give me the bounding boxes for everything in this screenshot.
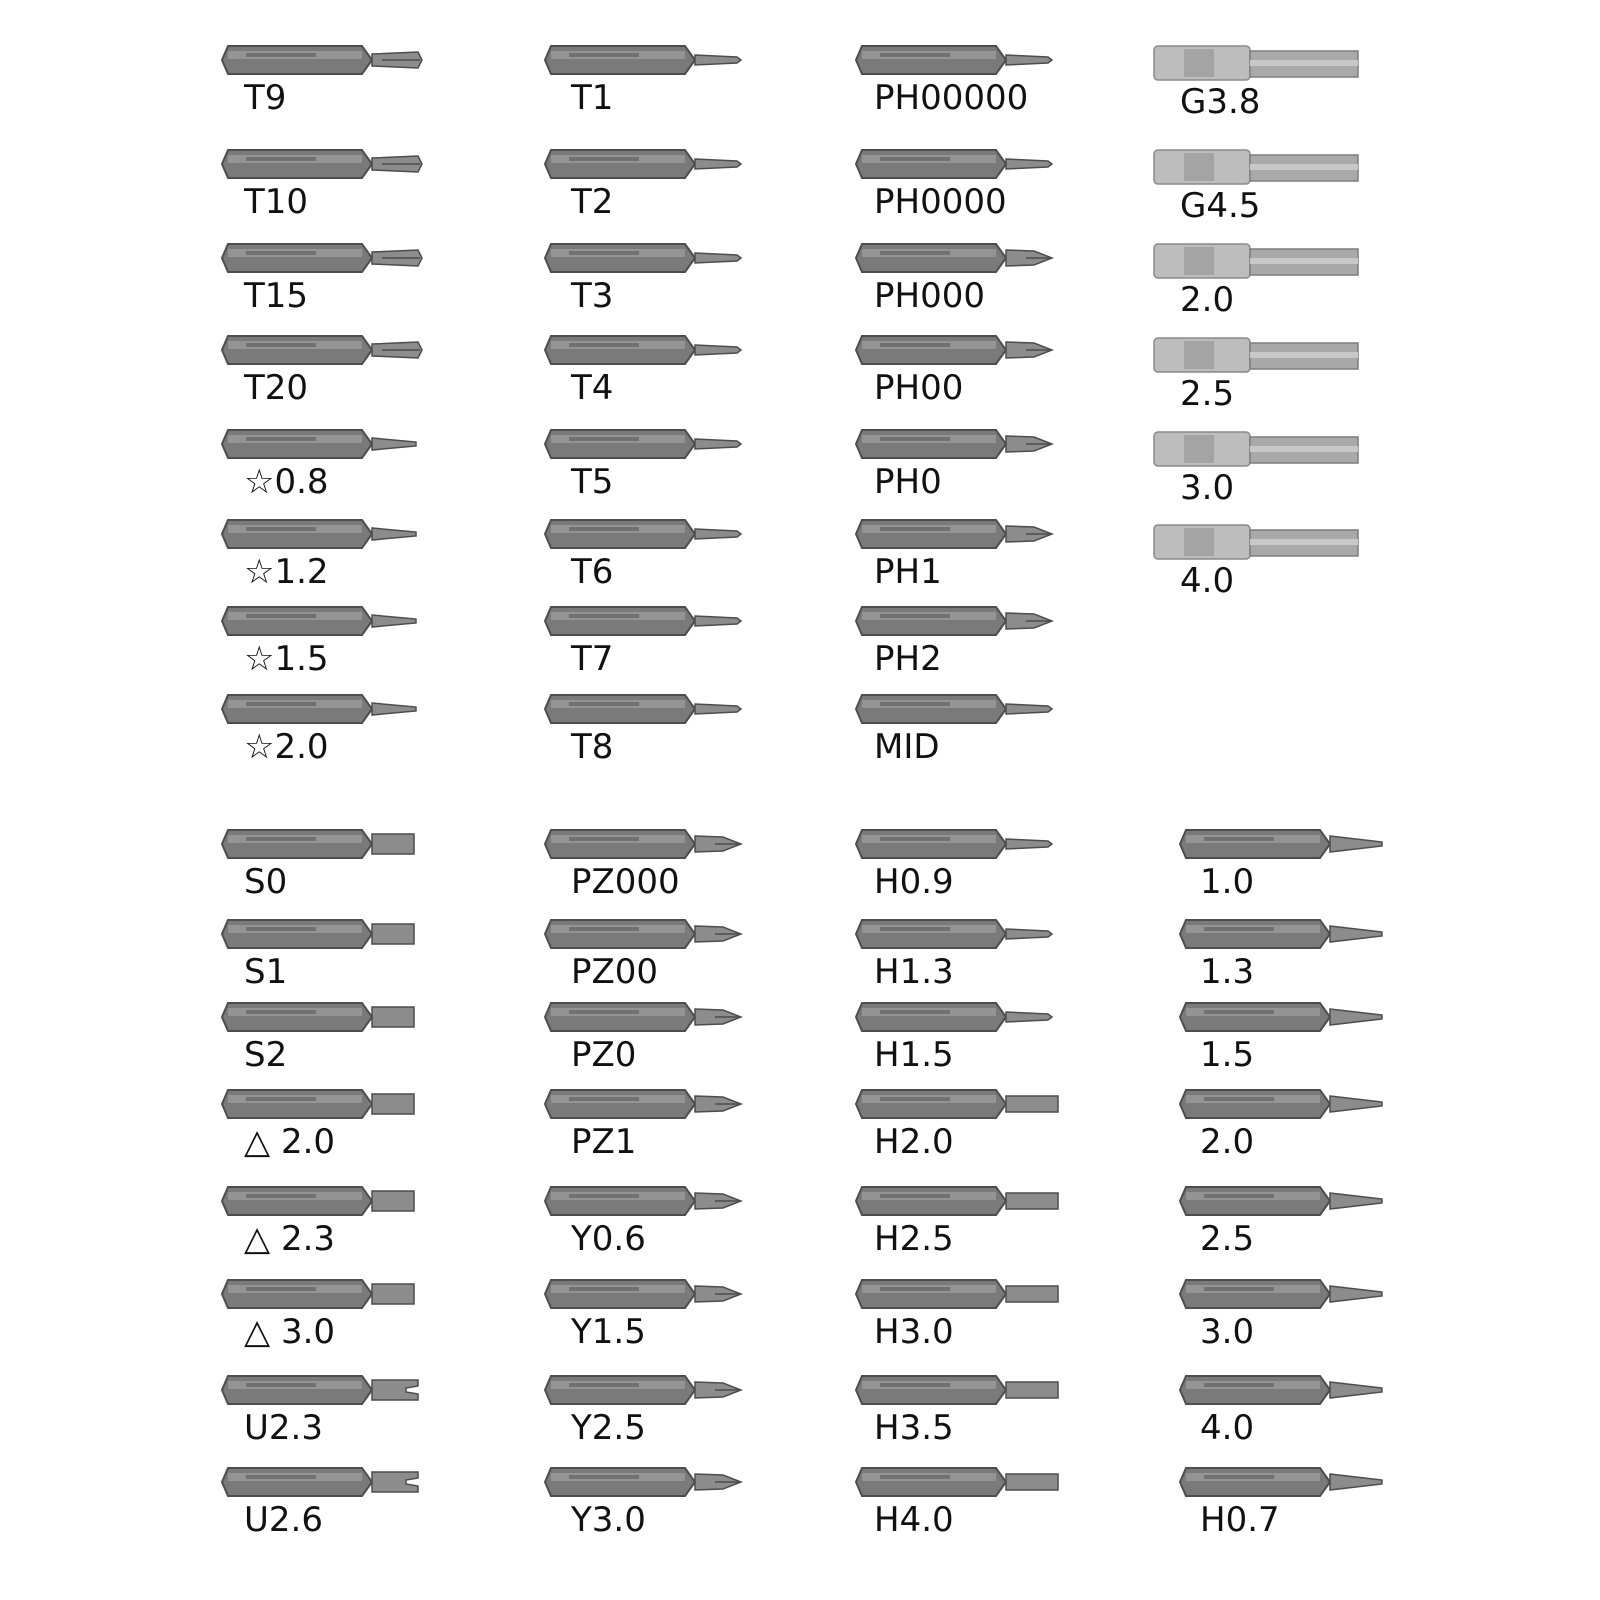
bit-bottom-c4-r8-image	[1180, 1468, 1390, 1504]
bit-top-c1-r5-shape	[222, 430, 416, 458]
bit-top-c1-r1-image	[222, 46, 432, 82]
bit-bottom-c3-r8-shape	[856, 1468, 1058, 1496]
bit-bottom-c2-r4	[545, 1090, 765, 1170]
bit-bottom-c2-r2-shape	[545, 920, 741, 948]
bit-top-c1-r2	[222, 150, 442, 230]
bit-top-c1-r7-shape	[222, 607, 416, 635]
bit-top-c4-r6	[1154, 525, 1374, 605]
bit-bottom-c3-r1-image	[856, 830, 1066, 866]
bit-label: H1.3	[874, 952, 954, 992]
bit-top-c2-r2	[545, 150, 765, 230]
bit-bottom-c2-r5-shape	[545, 1187, 741, 1215]
bit-bottom-c1-r8-image	[222, 1468, 432, 1504]
bit-bottom-c2-r6	[545, 1280, 765, 1360]
bit-label: ☆1.2	[244, 552, 329, 592]
bit-bottom-c2-r1-image	[545, 830, 755, 866]
bit-top-c1-r8-shape	[222, 695, 416, 723]
bit-top-c1-r5	[222, 430, 442, 510]
bit-bottom-c3-r5-shape	[856, 1187, 1058, 1215]
bit-label: 3.0	[1180, 468, 1235, 508]
bit-bottom-c4-r3-image	[1180, 1003, 1390, 1039]
bit-bottom-c2-r8-image	[545, 1468, 755, 1504]
bit-top-c1-r5-image	[222, 430, 432, 466]
bit-label: PZ000	[571, 862, 680, 902]
bit-top-c1-r4-image	[222, 336, 432, 372]
bit-top-c4-r5-image	[1154, 432, 1364, 468]
bit-label: H2.5	[874, 1219, 954, 1259]
bit-bottom-c1-r7-shape	[222, 1376, 418, 1404]
bit-label: T15	[244, 276, 309, 316]
bit-bottom-c1-r1	[222, 830, 442, 910]
bit-bottom-c3-r6-shape	[856, 1280, 1058, 1308]
bit-label: PH00000	[874, 78, 1029, 118]
bit-bottom-c3-r7	[856, 1376, 1076, 1456]
bit-bottom-c2-r4-image	[545, 1090, 755, 1126]
bit-bottom-c2-r8	[545, 1468, 765, 1548]
bit-label: T6	[571, 552, 614, 592]
bit-top-c2-r8-image	[545, 695, 755, 731]
bit-label: PH1	[874, 552, 942, 592]
bit-label: S1	[244, 952, 288, 992]
bit-top-c3-r1	[856, 46, 1076, 126]
bit-label: ☆2.0	[244, 727, 329, 767]
bit-bottom-c4-r6-shape	[1180, 1280, 1382, 1308]
bit-bottom-c3-r4-image	[856, 1090, 1066, 1126]
bit-label: 2.5	[1200, 1219, 1255, 1259]
bit-top-c1-r6-image	[222, 520, 432, 556]
bit-top-c4-r4-image	[1154, 338, 1364, 374]
bit-bottom-c4-r1-shape	[1180, 830, 1382, 858]
bit-label: U2.6	[244, 1500, 323, 1540]
bit-label: PH000	[874, 276, 985, 316]
bit-label: PZ00	[571, 952, 659, 992]
bit-top-c3-r3-image	[856, 244, 1066, 280]
bit-top-c2-r7-shape	[545, 607, 741, 635]
bit-bottom-c3-r4	[856, 1090, 1076, 1170]
bit-label: S2	[244, 1035, 288, 1075]
bit-bottom-c2-r3	[545, 1003, 765, 1083]
bit-top-c4-r6-image	[1154, 525, 1364, 561]
bit-bottom-c3-r1-shape	[856, 830, 1052, 858]
bit-top-c3-r3	[856, 244, 1076, 324]
bit-top-c2-r5-shape	[545, 430, 741, 458]
bit-top-c3-r7-shape	[856, 607, 1052, 635]
bit-label: 3.0	[1200, 1312, 1255, 1352]
bit-bottom-c4-r7	[1180, 1376, 1400, 1456]
bit-bottom-c3-r2-image	[856, 920, 1066, 956]
bit-top-c4-r3-image	[1154, 244, 1364, 280]
bit-label: H0.7	[1200, 1500, 1280, 1540]
bit-bottom-c4-r2	[1180, 920, 1400, 1000]
bit-top-c1-r1-shape	[222, 46, 422, 74]
bit-label: PZ1	[571, 1122, 637, 1162]
bit-label: H1.5	[874, 1035, 954, 1075]
bit-bottom-c3-r3	[856, 1003, 1076, 1083]
bit-top-c4-r2-shape	[1154, 150, 1358, 184]
bit-bottom-c2-r1	[545, 830, 765, 910]
bit-top-c2-r4-shape	[545, 336, 741, 364]
bit-top-c1-r7	[222, 607, 442, 687]
bit-bottom-c1-r7	[222, 1376, 442, 1456]
bit-bottom-c1-r6-shape	[222, 1280, 414, 1308]
bit-bottom-c1-r5	[222, 1187, 442, 1267]
bit-top-c2-r8	[545, 695, 765, 775]
bit-bottom-c1-r4-shape	[222, 1090, 414, 1118]
bit-label: H2.0	[874, 1122, 954, 1162]
bit-top-c1-r6-shape	[222, 520, 416, 548]
bit-top-c2-r7	[545, 607, 765, 687]
bit-top-c1-r3	[222, 244, 442, 324]
bit-top-c4-r2-image	[1154, 150, 1364, 186]
bit-label: ☆1.5	[244, 639, 329, 679]
bit-label: 1.0	[1200, 862, 1255, 902]
bit-bottom-c2-r5	[545, 1187, 765, 1267]
bit-bottom-c4-r5	[1180, 1187, 1400, 1267]
bit-top-c1-r2-image	[222, 150, 432, 186]
bit-top-c4-r5-shape	[1154, 432, 1358, 466]
bit-top-c1-r7-image	[222, 607, 432, 643]
bit-top-c3-r6	[856, 520, 1076, 600]
bit-top-c2-r2-image	[545, 150, 755, 186]
bit-label: PZ0	[571, 1035, 637, 1075]
bit-bottom-c4-r8-shape	[1180, 1468, 1382, 1496]
bit-top-c2-r3	[545, 244, 765, 324]
bit-label: PH0000	[874, 182, 1007, 222]
bit-label: H4.0	[874, 1500, 954, 1540]
bit-bottom-c4-r3-shape	[1180, 1003, 1382, 1031]
bit-label: G3.8	[1180, 82, 1261, 122]
bit-bottom-c3-r3-image	[856, 1003, 1066, 1039]
bit-label: Y0.6	[571, 1219, 646, 1259]
bit-bottom-c2-r7-shape	[545, 1376, 741, 1404]
bit-bottom-c3-r5-image	[856, 1187, 1066, 1223]
bit-top-c3-r8-image	[856, 695, 1066, 731]
bit-top-c1-r4-shape	[222, 336, 422, 364]
bit-bottom-c1-r3-shape	[222, 1003, 414, 1031]
bit-top-c4-r2	[1154, 150, 1374, 230]
bit-label: PH2	[874, 639, 942, 679]
bit-bottom-c3-r3-shape	[856, 1003, 1052, 1031]
bit-bottom-c1-r3	[222, 1003, 442, 1083]
bit-bottom-c3-r2-shape	[856, 920, 1052, 948]
bit-bottom-c3-r6	[856, 1280, 1076, 1360]
bit-bottom-c1-r4	[222, 1090, 442, 1170]
bit-label: T1	[571, 78, 614, 118]
bit-top-c1-r4	[222, 336, 442, 416]
bit-top-c2-r5-image	[545, 430, 755, 466]
bit-label: H3.0	[874, 1312, 954, 1352]
bit-top-c3-r4-image	[856, 336, 1066, 372]
bit-top-c2-r6-shape	[545, 520, 741, 548]
bit-bottom-c3-r5	[856, 1187, 1076, 1267]
bit-bottom-c2-r7	[545, 1376, 765, 1456]
bit-bottom-c1-r4-image	[222, 1090, 432, 1126]
bit-top-c3-r5-shape	[856, 430, 1052, 458]
bit-label: 2.0	[1180, 280, 1235, 320]
bit-bottom-c1-r8-shape	[222, 1468, 418, 1496]
bit-bottom-c1-r5-shape	[222, 1187, 414, 1215]
bit-label: H3.5	[874, 1408, 954, 1448]
bit-bottom-c2-r3-shape	[545, 1003, 741, 1031]
bit-bottom-c1-r6-image	[222, 1280, 432, 1316]
bit-top-c3-r5-image	[856, 430, 1066, 466]
bit-label: 4.0	[1200, 1408, 1255, 1448]
bit-top-c2-r5	[545, 430, 765, 510]
bit-label: T20	[244, 368, 309, 408]
bit-label: 1.3	[1200, 952, 1255, 992]
bit-top-c3-r6-image	[856, 520, 1066, 556]
bit-top-c3-r2-shape	[856, 150, 1052, 178]
bit-top-c3-r4-shape	[856, 336, 1052, 364]
bit-top-c2-r3-image	[545, 244, 755, 280]
bit-bottom-c4-r7-image	[1180, 1376, 1390, 1412]
bit-bottom-c2-r6-image	[545, 1280, 755, 1316]
bit-bottom-c2-r3-image	[545, 1003, 755, 1039]
bit-top-c2-r6	[545, 520, 765, 600]
bit-bottom-c4-r1	[1180, 830, 1400, 910]
bit-label: T8	[571, 727, 614, 767]
bit-label: T3	[571, 276, 614, 316]
bit-bottom-c2-r4-shape	[545, 1090, 741, 1118]
bit-top-c2-r3-shape	[545, 244, 741, 272]
bit-top-c1-r8-image	[222, 695, 432, 731]
bit-label: T9	[244, 78, 287, 118]
bit-bottom-c4-r5-shape	[1180, 1187, 1382, 1215]
bit-label: T4	[571, 368, 614, 408]
bit-top-c3-r2-image	[856, 150, 1066, 186]
bit-label: T7	[571, 639, 614, 679]
bit-top-c1-r3-image	[222, 244, 432, 280]
bit-top-c2-r1-image	[545, 46, 755, 82]
bit-top-c4-r1-image	[1154, 46, 1364, 82]
bit-top-c4-r4-shape	[1154, 338, 1358, 372]
bit-top-c3-r8-shape	[856, 695, 1052, 723]
bit-top-c2-r1-shape	[545, 46, 741, 74]
bit-top-c1-r3-shape	[222, 244, 422, 272]
bit-top-c3-r4	[856, 336, 1076, 416]
bit-label: Y3.0	[571, 1500, 646, 1540]
bit-top-c2-r4-image	[545, 336, 755, 372]
bit-bottom-c4-r5-image	[1180, 1187, 1390, 1223]
bit-label: MID	[874, 727, 940, 767]
bit-bottom-c4-r4-image	[1180, 1090, 1390, 1126]
bit-bottom-c3-r8	[856, 1468, 1076, 1548]
bit-top-c3-r1-image	[856, 46, 1066, 82]
bit-top-c3-r1-shape	[856, 46, 1052, 74]
bit-bottom-c4-r3	[1180, 1003, 1400, 1083]
bit-top-c1-r8	[222, 695, 442, 775]
bit-label: ☆0.8	[244, 462, 329, 502]
bit-label: Y2.5	[571, 1408, 646, 1448]
bit-top-c2-r6-image	[545, 520, 755, 556]
bit-top-c4-r6-shape	[1154, 525, 1358, 559]
bit-top-c2-r2-shape	[545, 150, 741, 178]
bit-bottom-c1-r1-shape	[222, 830, 414, 858]
bit-label: Y1.5	[571, 1312, 646, 1352]
bit-bottom-c3-r4-shape	[856, 1090, 1058, 1118]
bit-top-c3-r6-shape	[856, 520, 1052, 548]
bit-bottom-c4-r1-image	[1180, 830, 1390, 866]
bit-label: G4.5	[1180, 186, 1261, 226]
bit-bottom-c3-r7-shape	[856, 1376, 1058, 1404]
bit-label: 2.0	[1200, 1122, 1255, 1162]
bit-bottom-c3-r2	[856, 920, 1076, 1000]
bit-bottom-c3-r1	[856, 830, 1076, 910]
bit-bottom-c2-r2-image	[545, 920, 755, 956]
bit-label: PH0	[874, 462, 942, 502]
bit-top-c3-r8	[856, 695, 1076, 775]
bit-label: 1.5	[1200, 1035, 1255, 1075]
bit-top-c2-r7-image	[545, 607, 755, 643]
bit-top-c3-r7-image	[856, 607, 1066, 643]
bit-label: 2.5	[1180, 374, 1235, 414]
bit-bottom-c1-r2-shape	[222, 920, 414, 948]
bit-label: T2	[571, 182, 614, 222]
bit-bottom-c1-r5-image	[222, 1187, 432, 1223]
bit-bottom-c1-r2	[222, 920, 442, 1000]
bit-bottom-c4-r4-shape	[1180, 1090, 1382, 1118]
bit-bottom-c1-r8	[222, 1468, 442, 1548]
bit-bottom-c4-r6-image	[1180, 1280, 1390, 1316]
bit-bottom-c2-r1-shape	[545, 830, 741, 858]
bit-label: △ 3.0	[244, 1312, 336, 1352]
bit-top-c4-r4	[1154, 338, 1374, 418]
bit-bottom-c1-r2-image	[222, 920, 432, 956]
bit-top-c4-r1-shape	[1154, 46, 1358, 80]
bit-bottom-c2-r2	[545, 920, 765, 1000]
bit-bottom-c2-r5-image	[545, 1187, 755, 1223]
bit-top-c3-r2	[856, 150, 1076, 230]
bit-label: △ 2.0	[244, 1122, 336, 1162]
bit-bottom-c3-r6-image	[856, 1280, 1066, 1316]
bit-label: PH00	[874, 368, 964, 408]
bit-label: 4.0	[1180, 561, 1235, 601]
bit-top-c4-r5	[1154, 432, 1374, 512]
bit-top-c1-r6	[222, 520, 442, 600]
bit-label: H0.9	[874, 862, 954, 902]
bit-top-c3-r5	[856, 430, 1076, 510]
bit-bottom-c2-r7-image	[545, 1376, 755, 1412]
bit-top-c2-r8-shape	[545, 695, 741, 723]
bit-bottom-c4-r6	[1180, 1280, 1400, 1360]
bit-top-c4-r1	[1154, 46, 1374, 126]
bit-top-c3-r7	[856, 607, 1076, 687]
bit-top-c1-r1	[222, 46, 442, 126]
bit-bottom-c3-r7-image	[856, 1376, 1066, 1412]
bit-label: △ 2.3	[244, 1219, 336, 1259]
bit-label: T10	[244, 182, 309, 222]
bit-label: T5	[571, 462, 614, 502]
bit-bottom-c4-r4	[1180, 1090, 1400, 1170]
bit-top-c4-r3-shape	[1154, 244, 1358, 278]
bit-bottom-c3-r8-image	[856, 1468, 1066, 1504]
bit-top-c2-r4	[545, 336, 765, 416]
bit-label: S0	[244, 862, 288, 902]
bit-bottom-c2-r6-shape	[545, 1280, 741, 1308]
bit-bottom-c1-r6	[222, 1280, 442, 1360]
bit-bottom-c4-r8	[1180, 1468, 1400, 1548]
bit-bottom-c1-r7-image	[222, 1376, 432, 1412]
bit-bottom-c4-r2-image	[1180, 920, 1390, 956]
bit-bottom-c1-r1-image	[222, 830, 432, 866]
bit-bottom-c4-r2-shape	[1180, 920, 1382, 948]
bit-bottom-c1-r3-image	[222, 1003, 432, 1039]
bit-bottom-c4-r7-shape	[1180, 1376, 1382, 1404]
bit-label: U2.3	[244, 1408, 323, 1448]
bit-top-c2-r1	[545, 46, 765, 126]
bit-top-c1-r2-shape	[222, 150, 422, 178]
bit-bottom-c2-r8-shape	[545, 1468, 741, 1496]
bit-top-c4-r3	[1154, 244, 1374, 324]
bit-top-c3-r3-shape	[856, 244, 1052, 272]
